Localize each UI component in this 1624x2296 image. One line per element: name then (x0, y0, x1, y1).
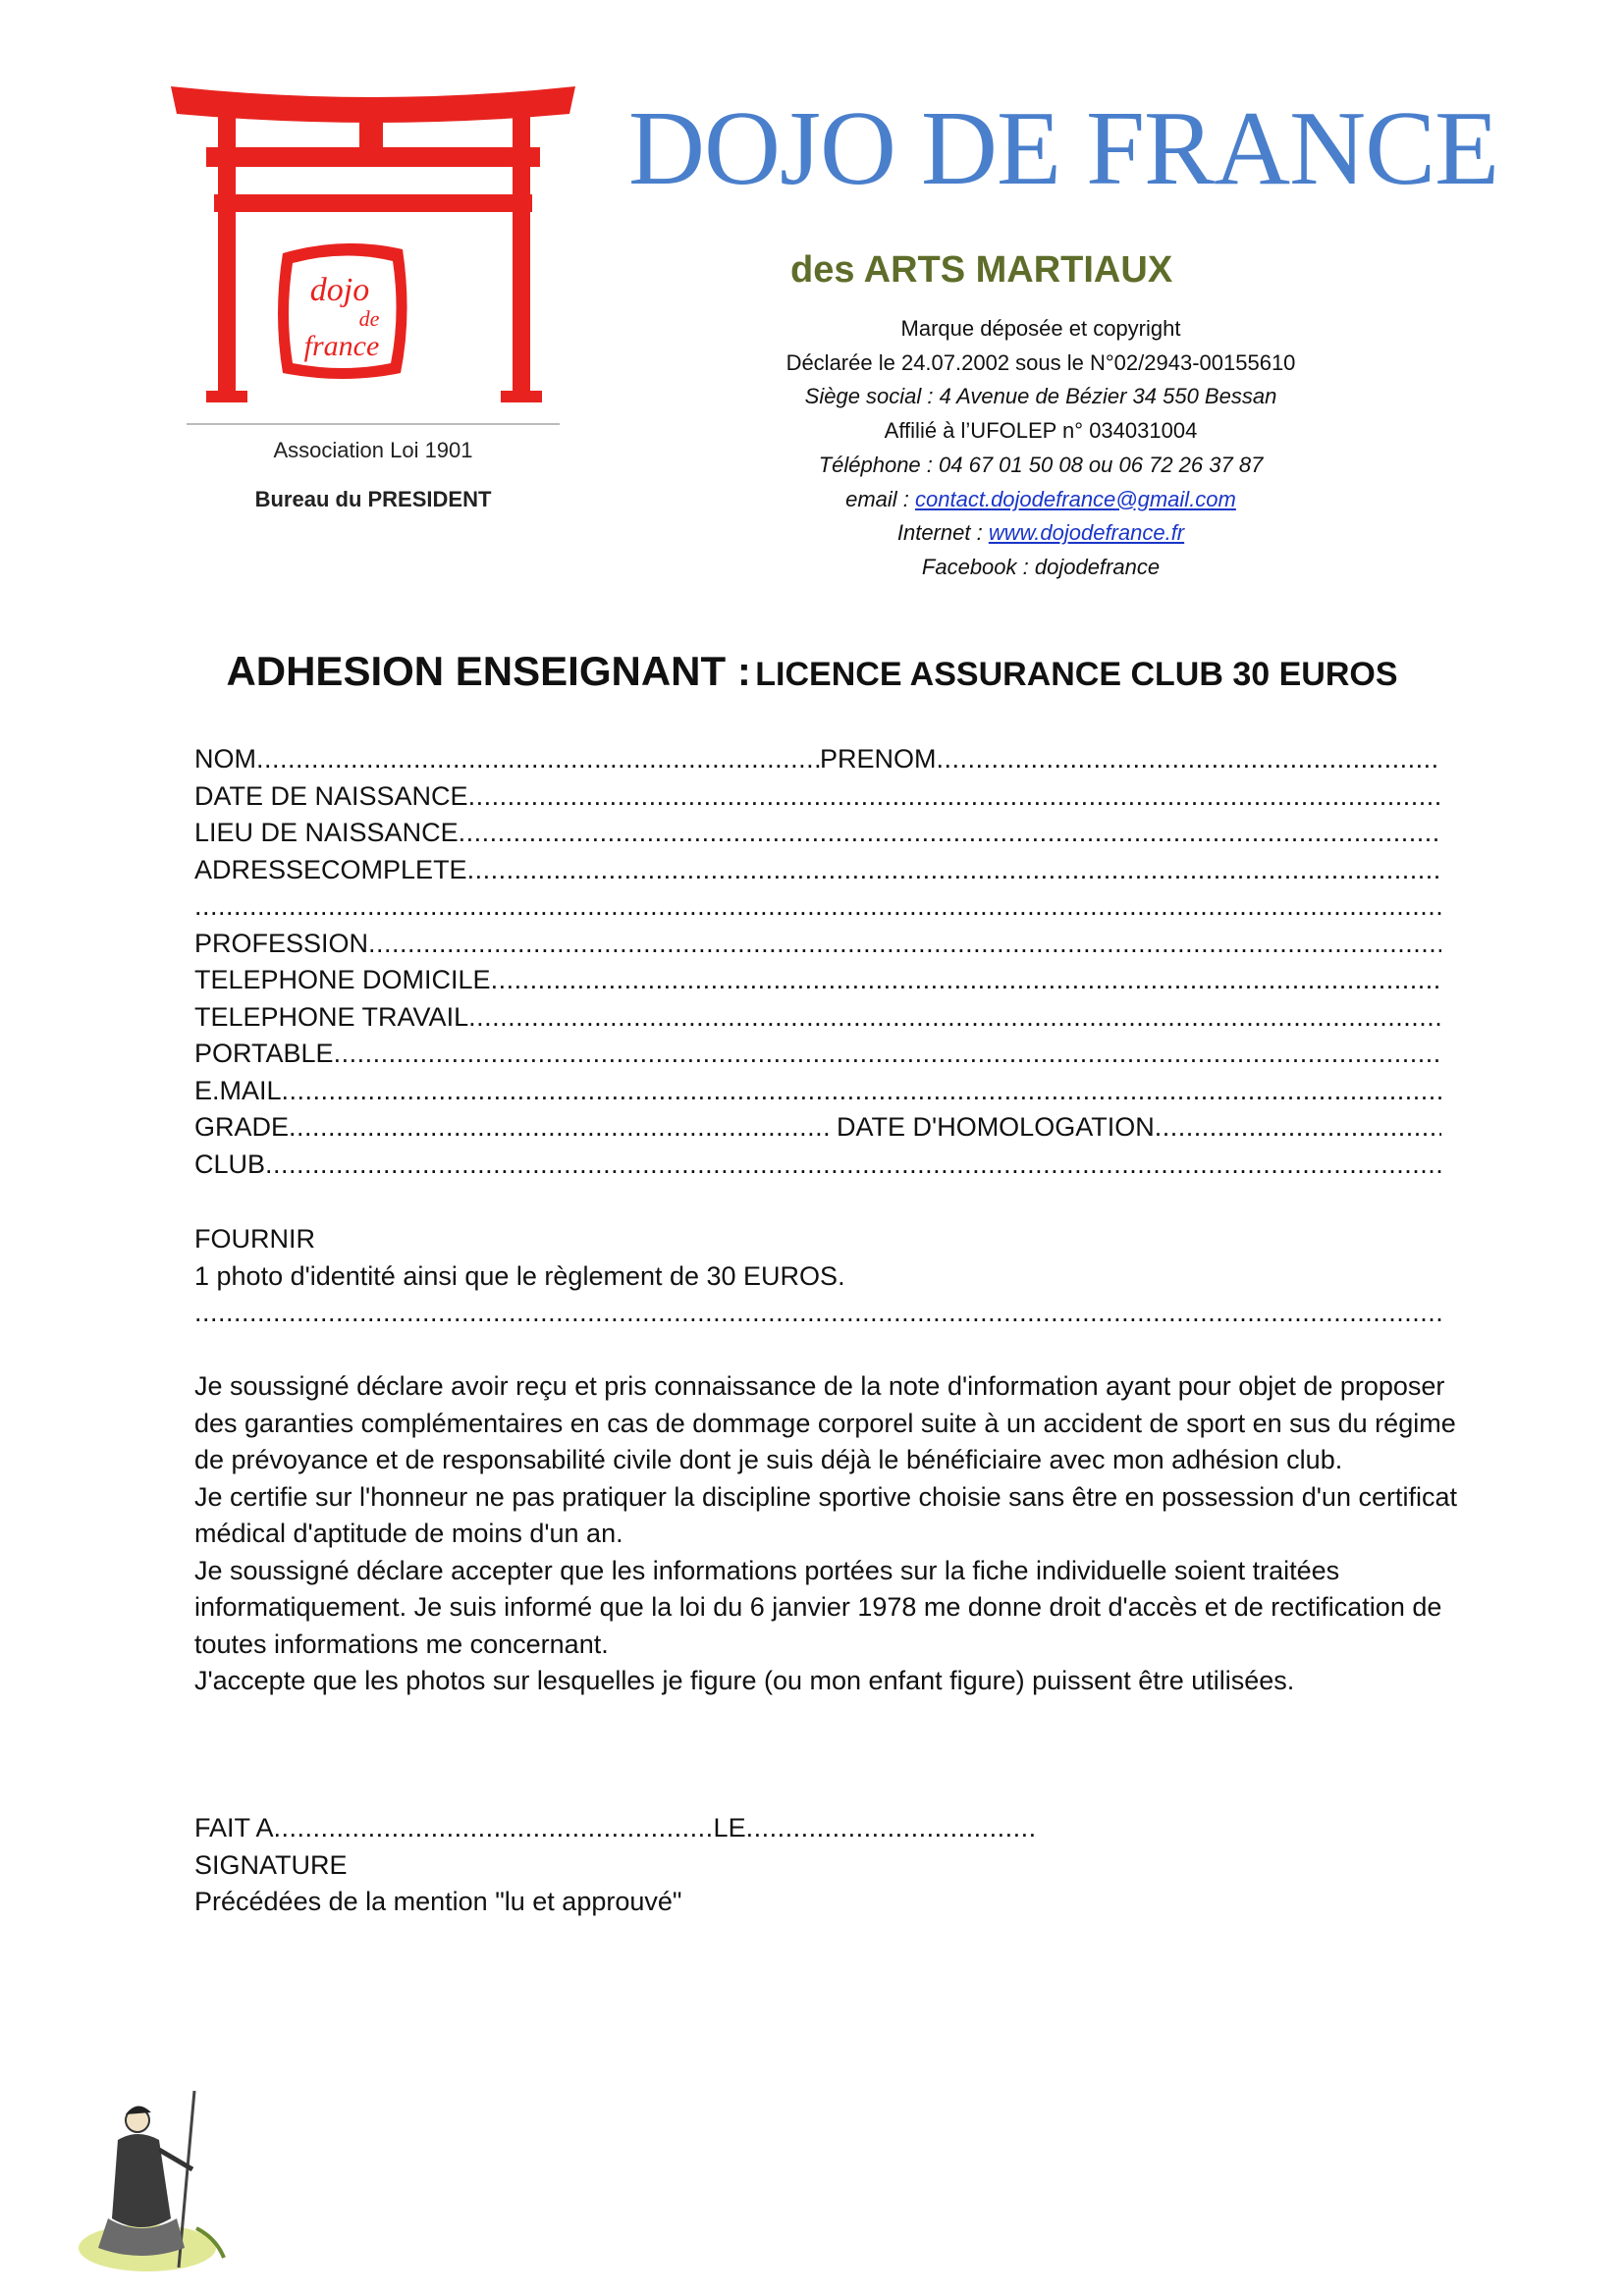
fournir-text: 1 photo d'identité ainsi que le règlement de 30 EUROS. (194, 1260, 845, 1291)
fournir-field[interactable] (194, 1295, 1441, 1332)
field-portable (194, 1036, 1441, 1073)
declaration-paragraph-3: Je soussigné déclare accepter que les informations portées sur la fiche individuelle soient traitées informatiquement. Je suis informé que la loi du 6 janvier 1978 me donne droit d'accès et de rectification de toutes informations me concernant. (194, 1555, 1442, 1659)
signature-label: SIGNATURE (194, 1849, 348, 1880)
internet-line (687, 516, 1394, 551)
facebook-line: Facebook : dojodefrance (921, 554, 1161, 579)
field-email (194, 1073, 1441, 1110)
tel-travail-label: TELEPHONE TRAVAIL (194, 1001, 469, 1032)
affiliation-line: Affilié à l’UFOLEP n° 034031004 (884, 418, 1198, 444)
samurai-illustration (69, 2081, 245, 2277)
adresse-field-2[interactable] (194, 888, 1441, 926)
email-label-field: E.MAIL (194, 1075, 282, 1105)
club-field[interactable] (265, 1147, 1441, 1184)
club-label: CLUB (194, 1148, 266, 1179)
internet-label: Internet : (896, 520, 989, 546)
seal-text-1: dojo (309, 272, 370, 308)
telephone-line: Téléphone : 04 67 01 50 08 ou 06 72 26 37 87 (818, 452, 1264, 477)
page-title (0, 648, 1624, 695)
bureau-caption: Bureau du PRESIDENT (254, 487, 492, 511)
tel-domicile-label: TELEPHONE DOMICILE (194, 965, 491, 994)
nom-field[interactable] (256, 741, 820, 778)
field-profession (194, 926, 1441, 963)
field-tel-domicile (194, 962, 1441, 999)
grade-field[interactable] (289, 1109, 833, 1147)
fait-a-label: FAIT A (194, 1813, 274, 1842)
homologation-label: DATE D'HOMOLOGATION (837, 1112, 1155, 1142)
declaration-paragraph-2: Je certifie sur l'honneur ne pas pratiquer la discipline sportive choisie sans être en possession d'un certificat médical d'aptitude de moins d'un an. (194, 1481, 1457, 1548)
field-club (194, 1147, 1441, 1184)
le-label: LE (713, 1813, 746, 1842)
profession-label: PROFESSION (194, 928, 369, 958)
date-naissance-field[interactable] (468, 778, 1441, 816)
nom-label: NOM (194, 744, 256, 774)
trademark-line: Marque déposée et copyright (900, 316, 1181, 341)
field-date-naissance (194, 778, 1441, 816)
adresse-label: ADRESSECOMPLETE (194, 854, 467, 884)
siege-line: Siège social : 4 Avenue de Bézier 34 550 Bessan (804, 384, 1277, 409)
member-form (194, 741, 1441, 1183)
profession-field[interactable] (368, 926, 1441, 963)
lieu-naissance-label: LIEU DE NAISSANCE (194, 818, 459, 847)
seal-text-3: france (303, 330, 380, 362)
tel-travail-field[interactable] (468, 999, 1441, 1037)
date-naissance-label: DATE DE NAISSANCE (194, 780, 468, 811)
title-sub: LICENCE ASSURANCE CLUB 30 EUROS (755, 656, 1398, 693)
prenom-field[interactable] (937, 741, 1441, 778)
fournir-line (194, 1295, 1441, 1332)
brand-title: DOJO DE FRANCE (628, 90, 1499, 207)
email-label: email : (845, 486, 916, 511)
field-grade (194, 1109, 1441, 1147)
website-link[interactable]: www.dojodefrance.fr (988, 520, 1185, 546)
signature-mention: Précédées de la mention "lu et approuvé" (194, 1887, 682, 1916)
lieu-naissance-field[interactable] (459, 815, 1441, 852)
email-line (687, 483, 1394, 517)
fait-le-row (194, 1810, 1274, 1847)
adresse-field[interactable] (467, 852, 1441, 889)
declaration-paragraph-1: Je soussigné déclare avoir reçu et pris connaissance de la note d'information ayant pour objet de proposer des garanties complémentaires en cas de dommage corporel suite à un accident de sport en sus du régime de prévoyance et de responsabilité civile dont je suis déjà le bénéficiaire avec mon adhésion club. (194, 1371, 1456, 1474)
seal-text-2: de (358, 306, 380, 331)
declared-line: Déclarée le 24.07.2002 sous le N°02/2943-00155610 (785, 349, 1296, 375)
contact-block (687, 312, 1394, 585)
fait-a-field[interactable] (274, 1810, 714, 1847)
portable-field[interactable] (334, 1036, 1441, 1073)
email-link[interactable]: contact.dojodefrance@gmail.com (915, 486, 1236, 511)
fournir-section (194, 1221, 1441, 1332)
portable-label: PORTABLE (194, 1039, 334, 1068)
declaration-block (194, 1368, 1461, 1700)
association-caption: Association Loi 1901 (273, 438, 473, 462)
declaration-paragraph-4: J'accepte que les photos sur lesquelles je figure (ou mon enfant figure) puissent être utilisées. (194, 1666, 1295, 1695)
field-lieu-naissance (194, 815, 1441, 852)
field-adresse (194, 852, 1441, 889)
signature-section (194, 1810, 1274, 1921)
fournir-heading: FOURNIR (194, 1224, 315, 1254)
tel-domicile-field[interactable] (491, 962, 1441, 999)
homologation-field[interactable] (1155, 1109, 1441, 1147)
le-field[interactable] (746, 1810, 1037, 1847)
dojo-seal (278, 243, 407, 379)
field-adresse-line2 (194, 888, 1441, 926)
brand-subtitle: des ARTS MARTIAUX (790, 249, 1173, 291)
email-field[interactable] (282, 1073, 1441, 1110)
torii-logo (167, 79, 579, 432)
prenom-label: PRENOM (820, 744, 937, 774)
grade-label: GRADE (194, 1112, 290, 1142)
field-nom-prenom (194, 741, 1441, 778)
title-main: ADHESION ENSEIGNANT : (226, 648, 751, 694)
field-tel-travail (194, 999, 1441, 1037)
